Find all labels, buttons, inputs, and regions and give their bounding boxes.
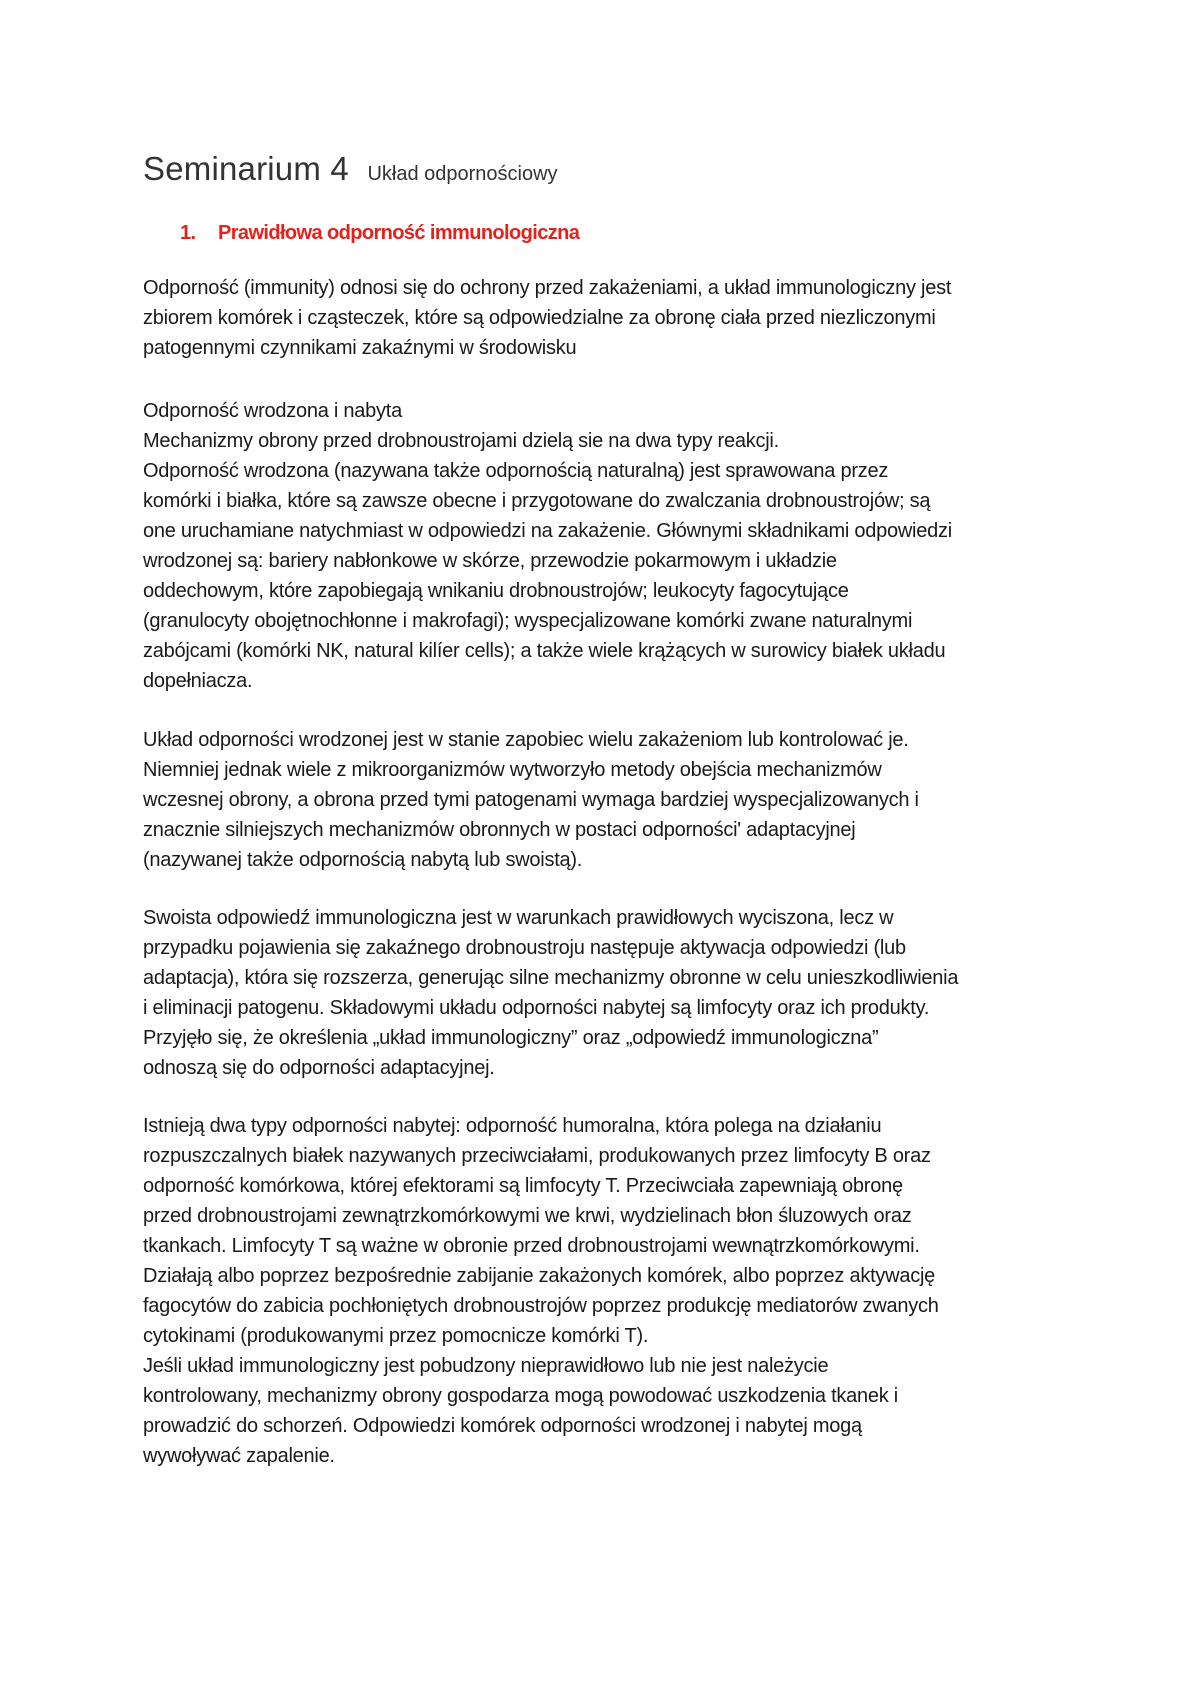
paragraph-line: Jeśli układ immunologiczny jest pobudzony nieprawidłowo lub nie jest należycie bbox=[143, 1355, 829, 1377]
paragraph-acquired-immunity-types bbox=[143, 1111, 1083, 1471]
paragraph-immunity-definition bbox=[143, 273, 1083, 363]
paragraph-line: i eliminacji patogenu. Składowymi układu odporności nabytej są limfocyty oraz ich produkty. bbox=[143, 997, 930, 1019]
paragraph-line: wczesnej obrony, a obrona przed tymi patogenami wymaga bardziej wyspecjalizowanych i bbox=[143, 789, 919, 811]
section-heading-text: Prawidłowa odporność immunologiczna bbox=[218, 222, 580, 244]
paragraph-line: patogennymi czynnikami zakaźnymi w środowisku bbox=[143, 337, 577, 359]
paragraph-line: komórki i białka, które są zawsze obecne i przygotowane do zwalczania drobnoustrojów; są bbox=[143, 490, 931, 512]
paragraph-line: Odporność wrodzona i nabyta bbox=[143, 400, 402, 422]
paragraph-line: Przyjęło się, że określenia „układ immunologiczny” oraz „odpowiedź immunologiczna” bbox=[143, 1027, 879, 1049]
section-heading bbox=[180, 222, 579, 245]
paragraph-line: tkankach. Limfocyty T są ważne w obronie przed drobnoustrojami wewnątrzkomórkowymi. bbox=[143, 1235, 920, 1257]
paragraph-line: Swoista odpowiedź immunologiczna jest w warunkach prawidłowych wyciszona, lecz w bbox=[143, 907, 894, 929]
paragraph-line: zabójcami (komórki NK, natural kilíer cells); a także wiele krążących w surowicy białek układu bbox=[143, 640, 946, 662]
paragraph-line: Odporność wrodzona (nazywana także odpornością naturalną) jest sprawowana przez bbox=[143, 460, 889, 482]
paragraph-line: (granulocyty obojętnochłonne i makrofagi); wyspecjalizowane komórki zwane naturalnymi bbox=[143, 610, 913, 632]
paragraph-line: odnoszą się do odporności adaptacyjnej. bbox=[143, 1057, 495, 1079]
paragraph-line: Działają albo poprzez bezpośrednie zabijanie zakażonych komórek, albo poprzez aktywację bbox=[143, 1265, 936, 1287]
paragraph-line: Układ odporności wrodzonej jest w stanie zapobiec wielu zakażeniom lub kontrolować je. bbox=[143, 729, 909, 751]
paragraph-line: fagocytów do zabicia pochłoniętych drobnoustrojów poprzez produkcję mediatorów zwanych bbox=[143, 1295, 939, 1317]
document-subtitle: Układ odpornościowy bbox=[367, 163, 558, 185]
paragraph-innate-limits bbox=[143, 725, 1083, 875]
section-number: 1. bbox=[180, 222, 196, 244]
paragraph-line: odporność komórkowa, której efektorami są limfocyty T. Przeciwciała zapewniają obronę bbox=[143, 1175, 903, 1197]
paragraph-line: adaptacja), która się rozszerza, generując silne mechanizmy obronne w celu unieszkodliwienia bbox=[143, 967, 959, 989]
paragraph-line: Odporność (immunity) odnosi się do ochrony przed zakażeniami, a układ immunologiczny jest bbox=[143, 277, 952, 299]
paragraph-line: Niemniej jednak wiele z mikroorganizmów wytworzyło metody obejścia mechanizmów bbox=[143, 759, 882, 781]
paragraph-line: kontrolowany, mechanizmy obrony gospodarza mogą powodować uszkodzenia tkanek i bbox=[143, 1385, 899, 1407]
paragraph-innate-immunity bbox=[143, 396, 1083, 696]
paragraph-line: rozpuszczalnych białek nazywanych przeciwciałami, produkowanych przez limfocyty B oraz bbox=[143, 1145, 931, 1167]
paragraph-line: zbiorem komórek i cząsteczek, które są odpowiedzialne za obronę ciała przed niezliczonymi bbox=[143, 307, 936, 329]
paragraph-line: Istnieją dwa typy odporności nabytej: odporność humoralna, która polega na działaniu bbox=[143, 1115, 882, 1137]
paragraph-line: przed drobnoustrojami zewnątrzkomórkowymi we krwi, wydzielinach błon śluzowych oraz bbox=[143, 1205, 912, 1227]
paragraph-line: prowadzić do schorzeń. Odpowiedzi komórek odporności wrodzonej i nabytej mogą bbox=[143, 1415, 862, 1437]
paragraph-line: Mechanizmy obrony przed drobnoustrojami dzielą sie na dwa typy reakcji. bbox=[143, 430, 779, 452]
paragraph-line: dopełniacza. bbox=[143, 670, 253, 692]
document-title-row bbox=[143, 150, 558, 188]
paragraph-line: oddechowym, które zapobiegają wnikaniu drobnoustrojów; leukocyty fagocytujące bbox=[143, 580, 849, 602]
paragraph-line: znacznie silniejszych mechanizmów obronnych w postaci odporności' adaptacyjnej bbox=[143, 819, 856, 841]
paragraph-specific-response bbox=[143, 903, 1083, 1083]
paragraph-line: wrodzonej są: bariery nabłonkowe w skórze, przewodzie pokarmowym i układzie bbox=[143, 550, 837, 572]
paragraph-line: one uruchamiane natychmiast w odpowiedzi na zakażenie. Głównymi składnikami odpowiedzi bbox=[143, 520, 952, 542]
paragraph-line: przypadku pojawienia się zakaźnego drobnoustroju następuje aktywacja odpowiedzi (lub bbox=[143, 937, 906, 959]
document-title: Seminarium 4 bbox=[143, 150, 349, 187]
paragraph-line: (nazywanej także odpornością nabytą lub swoistą). bbox=[143, 849, 583, 871]
paragraph-line: cytokinami (produkowanymi przez pomocnicze komórki T). bbox=[143, 1325, 649, 1347]
paragraph-line: wywoływać zapalenie. bbox=[143, 1445, 335, 1467]
